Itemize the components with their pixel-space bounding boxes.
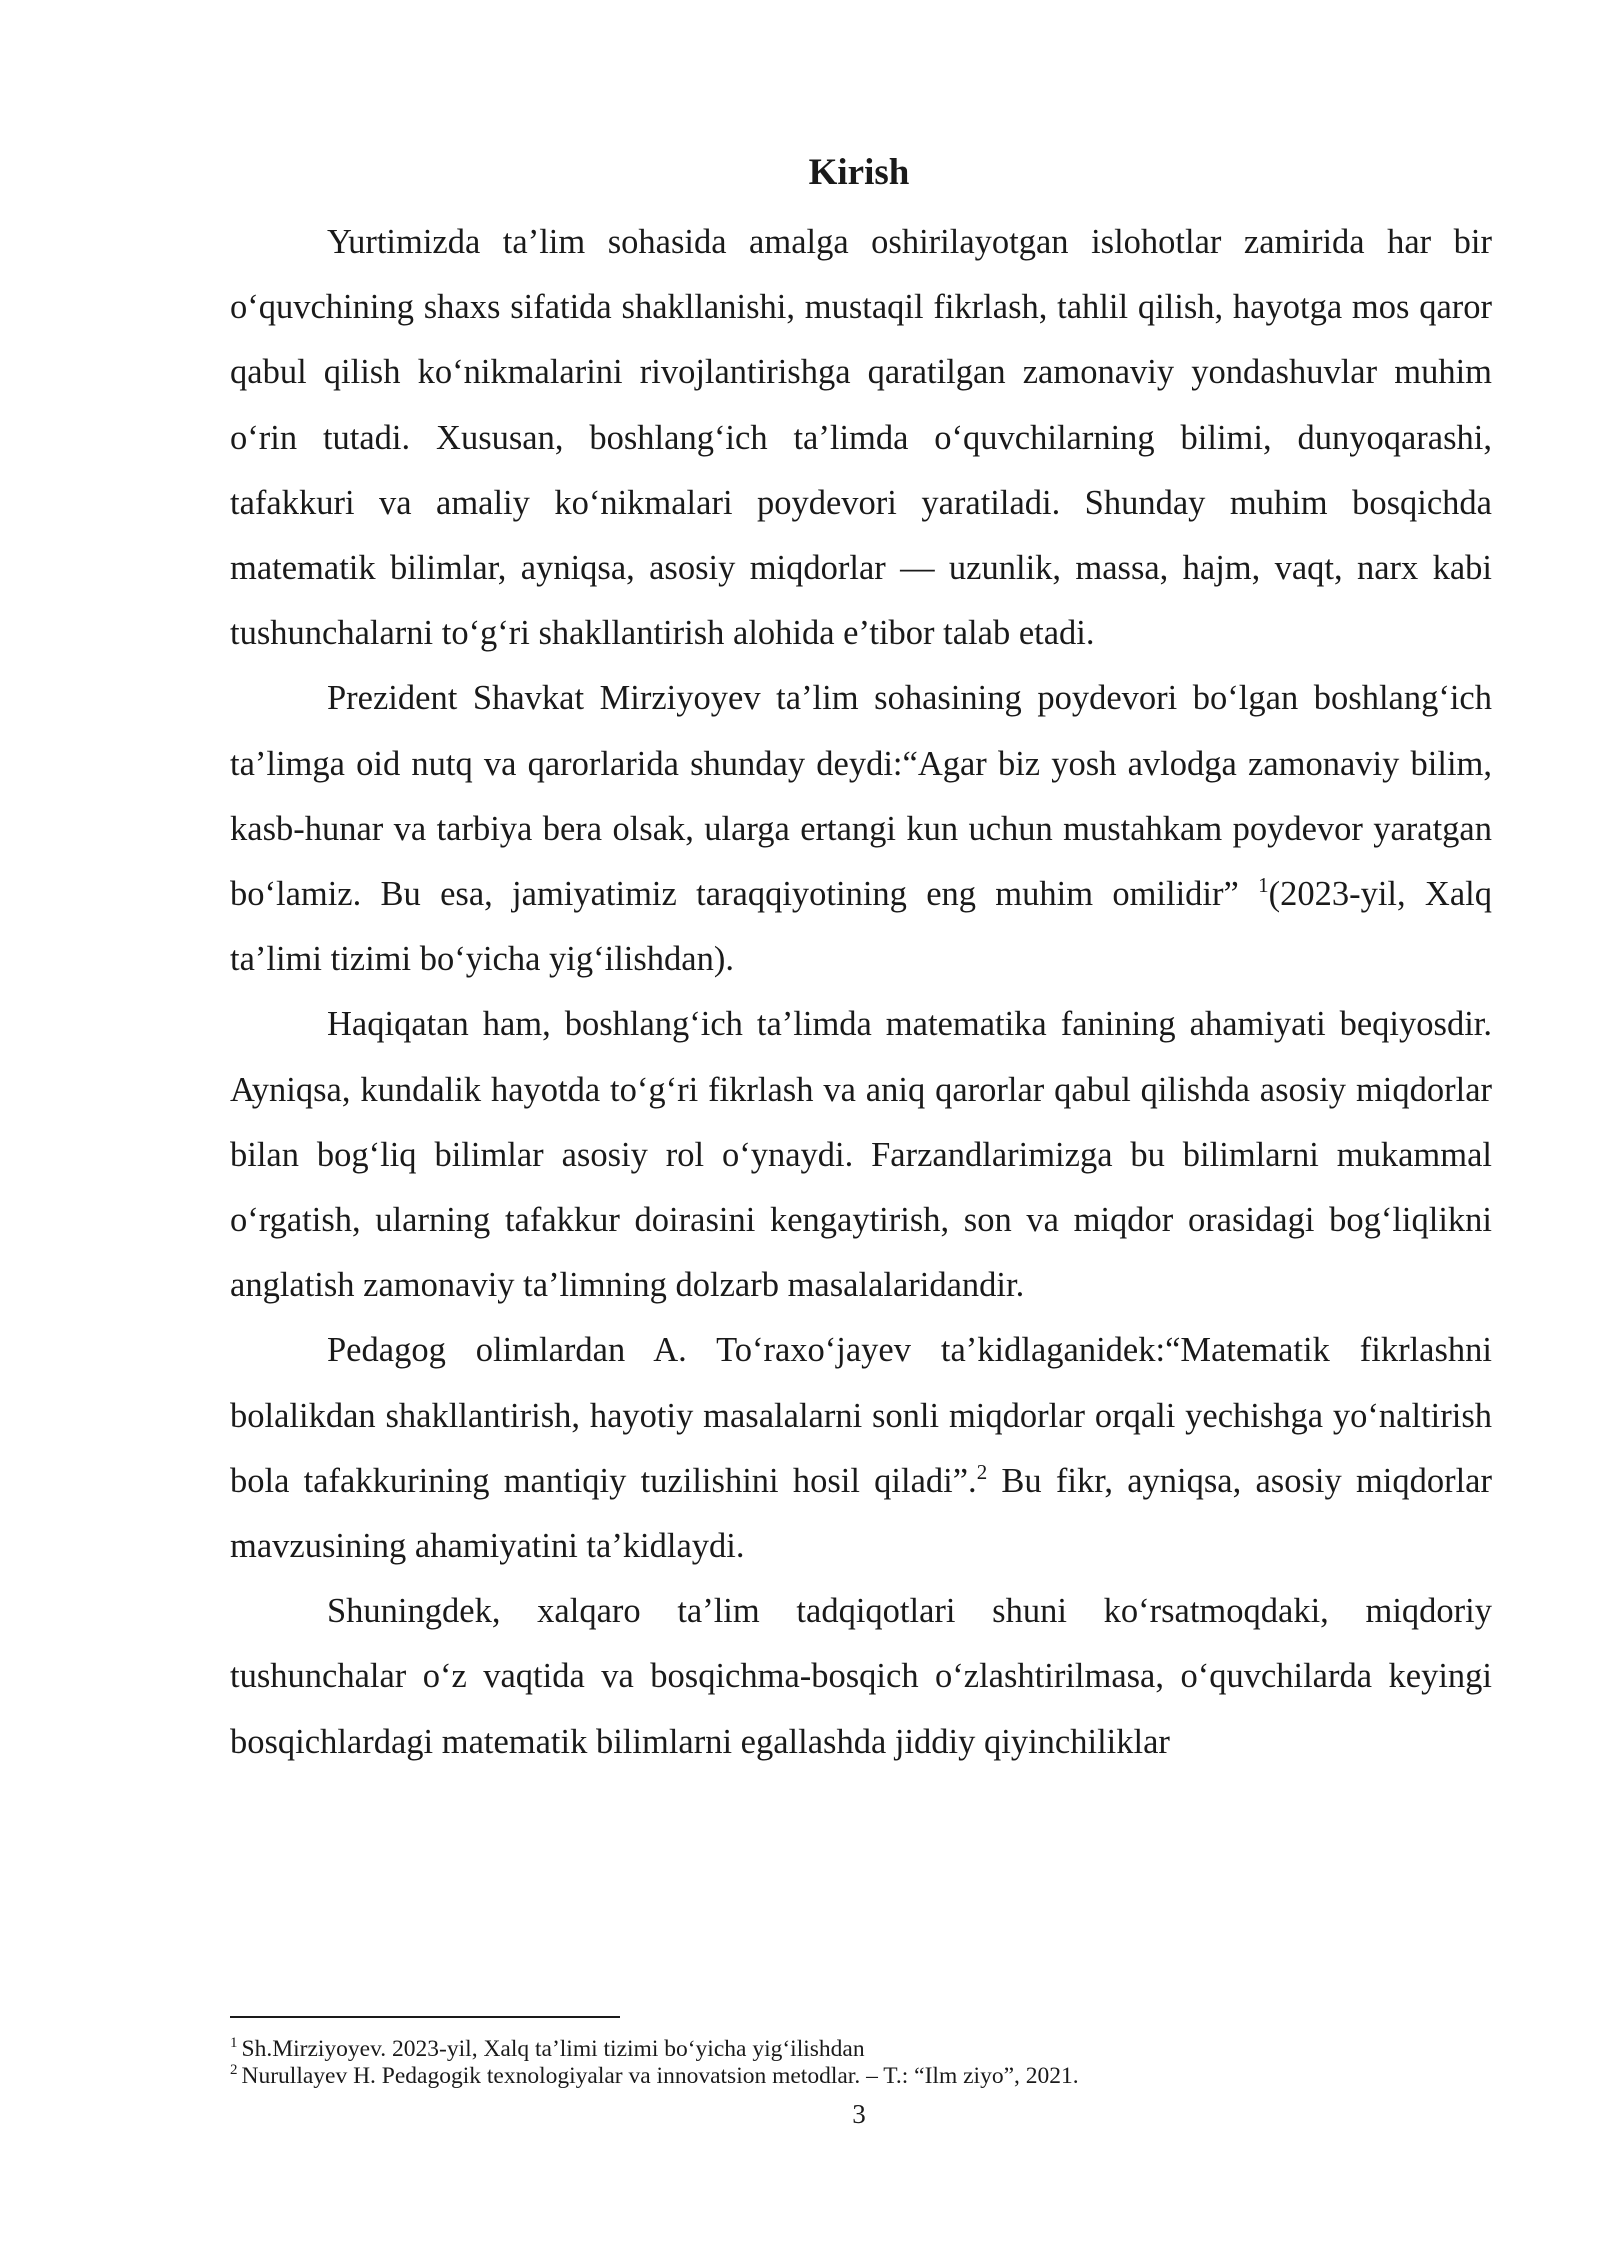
page-number: 3 — [852, 2099, 866, 2129]
footnotes — [230, 2036, 1492, 2090]
footnote-marker: 1 — [230, 2035, 238, 2051]
paragraph-text: Shuningdek, xalqaro ta’lim tadqiqotlari shuni ko‘rsatmoqdaki, miqdoriy tushunchalar o‘z vaqtida va bosqichma-bosqich o‘zlashtirilmasa, o‘quvchilarda keyingi bosqichlardagi matematik bilimlarni egallashda jiddiy qiyinchiliklar — [230, 1592, 1492, 1761]
body-text — [230, 210, 1492, 1775]
paragraph-text-continued: Bu fikr, ayniqsa, asosiy miqdorlar mavzusining ahamiyatini ta’kidlaydi. — [230, 1461, 1492, 1566]
paragraph-text-continued: (2023-yil, Xalq ta’limi tizimi bo‘yicha yig‘ilishdan). — [230, 875, 1492, 979]
paragraph — [230, 992, 1492, 1318]
paragraph-text: Yurtimizda ta’lim sohasida amalga oshirilayotgan islohotlar zamirida har bir o‘quvchining shaxs sifatida shakllanishi, mustaqil fikrlash, tahlil qilish, hayotga mos qaror qabul qilish ko‘nikmalarini rivojlantirishga qaratilgan zamonaviy yondashuvlar muhim o‘rin tutadi. Xususan, boshlang‘ich ta’limda o‘quvchilarning bilimi, dunyoqarashi, tafakkuri va amaliy ko‘nikmalari poydevori yaratiladi. Shunday muhim bosqichda matematik bilimlar, ayniqsa, asosiy miqdorlar — uzunlik, massa, hajm, vaqt, narx kabi tushunchalarni to‘g‘ri shakllantirish alohida e’tibor talab etadi. — [230, 223, 1492, 653]
paragraph — [230, 210, 1492, 666]
footnote-text: Sh.Mirziyoyev. 2023-yil, Xalq ta’limi tizimi bo‘yicha yig‘ilishdan — [241, 2036, 865, 2062]
paragraph — [230, 666, 1492, 992]
footnote — [230, 2063, 1492, 2090]
footnote-reference[interactable]: 1 — [1258, 873, 1269, 898]
paragraph-text: Pedagog olimlardan A. To‘raxo‘jayev ta’kidlaganidek:“Matematik fikrlashni bolalikdan shakllantirish, hayotiy masalalarni sonli miqdorlar orqali yechishga yo‘naltirish bola tafakkurining mantiqiy tuzilishini hosil qiladi”. — [230, 1331, 1492, 1500]
paragraph — [230, 1579, 1492, 1775]
footnote-marker: 2 — [230, 2062, 238, 2078]
paragraph-text: Haqiqatan ham, boshlang‘ich ta’limda matematika fanining ahamiyati beqiyosdir. Ayniqsa, kundalik hayotda to‘g‘ri fikrlash va aniq qarorlar qabul qilishda asosiy miqdorlar bilan bog‘liq bilimlar asosiy rol o‘ynaydi. Farzandlarimizga bu bilimlarni mukammal o‘rgatish, ularning tafakkur doirasini kengaytirish, son va miqdor orasidagi bog‘liqlikni anglatish zamonaviy ta’limning dolzarb masalalaridandir. — [230, 1005, 1492, 1305]
footnote-reference[interactable]: 2 — [976, 1459, 988, 1484]
footnote-separator — [230, 2016, 620, 2018]
paragraph — [230, 1318, 1492, 1579]
footnote — [230, 2036, 1492, 2063]
footnote-text: Nurullayev H. Pedagogik texnologiyalar va innovatsion metodlar. – T.: “Ilm ziyo”, 2021. — [241, 2063, 1079, 2089]
section-title: Kirish — [808, 152, 910, 193]
paragraph-text: Prezident Shavkat Mirziyoyev ta’lim sohasining poydevori bo‘lgan boshlang‘ich ta’limga oid nutq va qarorlarida shunday deydi:“Agar biz yosh avlodga zamonaviy bilim, kasb-hunar va tarbiya bera olsak, ularga ertangi kun uchun mustahkam poydevor yaratgan bo‘lamiz. Bu esa, jamiyatimiz taraqqiyotining eng muhim omilidir” — [230, 679, 1492, 914]
